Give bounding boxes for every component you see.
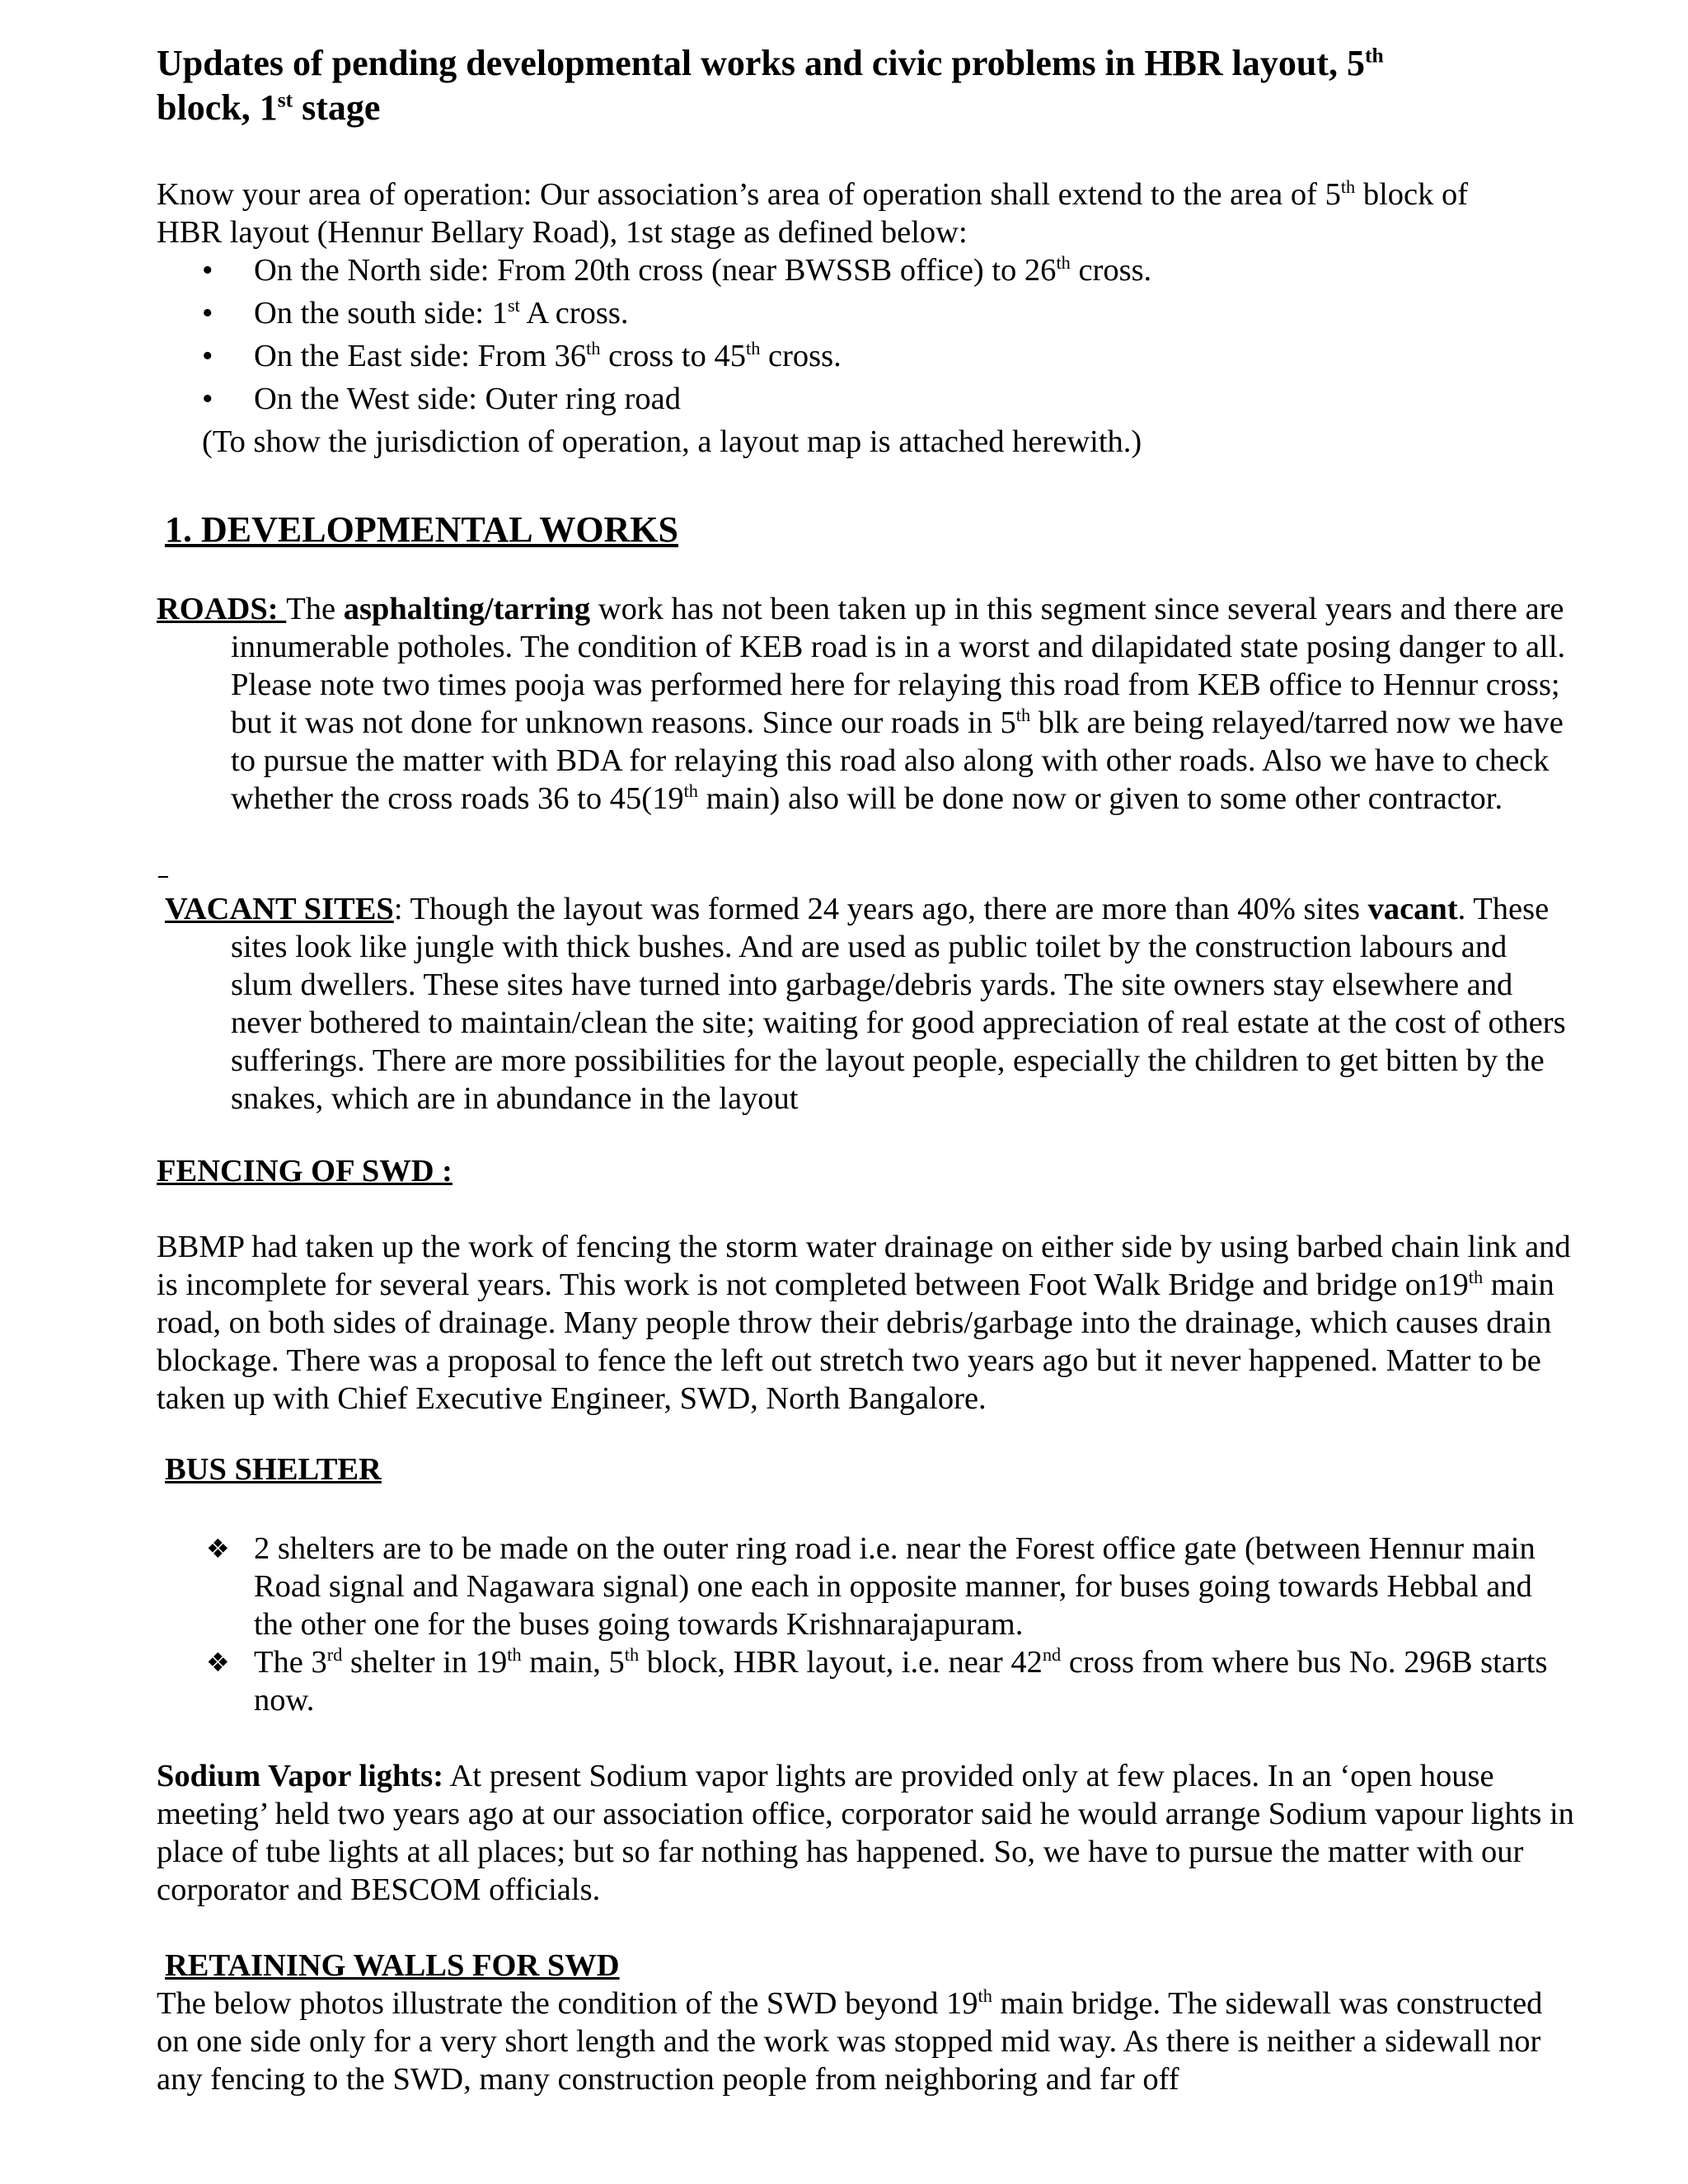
vacant-sites-label: VACANT SITES [165, 892, 394, 926]
intro-section [157, 176, 1574, 461]
list-item-east: • On the East side: From 36th cross to 45th cross. [202, 338, 842, 373]
list-item-shelter-2: ❖ The 3rd shelter in 19th main, 5th block, HBR layout, i.e. near 42nd cross from where bus No. 296B starts now. [206, 1644, 1548, 1718]
sodium-lights-label: Sodium Vapor lights: [157, 1759, 444, 1793]
document-title: Updates of pending developmental works and civic problems in HBR layout, 5th block, 1st stage [157, 43, 1384, 128]
roads-label: ROADS: [157, 592, 287, 626]
roads-paragraph: ROADS: The asphalting/tarring work has not been taken up in this segment since several years and there are innumerable potholes. The condition of KEB road is in a worst and dilapidated state posing danger to all. Please note two times pooja was performed here for relaying this road from KEB office to Hennur cross; but it was not done for unknown reasons. Since our roads in 5th blk are being relayed/tarred now we have to pursue the matter with BDA for relaying this road also along with other roads. Also we have to check whether the cross roads 36 to 45(19th main) also will be done now or given to some other contractor. [157, 592, 1566, 816]
fencing-paragraph: BBMP had taken up the work of fencing the storm water drainage on either side by using barbed chain link and is incomplete for several years. This work is not completed between Foot Walk Bridge and bridge on19th main road, on both sides of drainage. Many people throw their debris/garbage into the drainage, which causes drain blockage. There was a proposal to fence the left out stretch two years ago but it never happened. Matter to be taken up with Chief Executive Engineer, SWD, North Bangalore. [157, 1230, 1571, 1416]
boundary-list [157, 251, 1574, 423]
retaining-walls-heading: RETAINING WALLS FOR SWD [165, 1948, 620, 1983]
jurisdiction-note: (To show the jurisdiction of operation, a layout map is attached herewith.) [202, 424, 1142, 459]
intro-paragraph: Know your area of operation: Our association’s area of operation shall extend to the area of 5th block of HBR layout (Hennur Bellary Road), 1st stage as defined below: [157, 176, 1469, 250]
list-item-west: • On the West side: Outer ring road [202, 382, 681, 416]
list-item-north: • On the North side: From 20th cross (near BWSSB office) to 26th cross. [202, 252, 1152, 288]
retaining-walls-paragraph: The below photos illustrate the condition of the SWD beyond 19th main bridge. The sidewall was constructed on one side only for a very short length and the work was stopped mid way. As there is neither a sidewall nor any fencing to the SWD, many construction people from neighboring and far off [157, 1985, 1543, 2097]
stray-mark [158, 876, 168, 878]
bus-shelter-list [157, 1530, 1574, 1719]
vacant-sites-paragraph: VACANT SITES: Though the layout was formed 24 years ago, there are more than 40% sites vacant. These sites look like jungle with thick bushes. And are used as public toilet by the construction labours and slum dwellers. These sites have turned into garbage/debris yards. The site owners stay elsewhere and never bothered to maintain/clean the site; waiting for good appreciation of real estate at the cost of others sufferings. There are more possibilities for the layout people, especially the children to get bitten by the snakes, which are in abundance in the layout [165, 892, 1566, 1116]
list-item-south: • On the south side: 1st A cross. [202, 295, 629, 330]
fencing-heading: FENCING OF SWD : [157, 1154, 452, 1188]
section-heading-developmental-works: 1. DEVELOPMENTAL WORKS [165, 509, 679, 550]
bus-shelter-heading: BUS SHELTER [165, 1452, 382, 1487]
list-item-shelter-1: ❖ 2 shelters are to be made on the outer ring road i.e. near the Forest office gate (between Hennur main Road signal and Nagawara signal) one each in opposite manner, for buses going towards Hebbal and the other one for the buses going towards Krishnarajapuram. [206, 1531, 1536, 1642]
sodium-lights-paragraph: Sodium Vapor lights: At present Sodium vapor lights are provided only at few places. In an ‘open house meeting’ held two years ago at our association office, corporator said he would arrange Sodium vapour lights in place of tube lights at all places; but so far nothing has happened. So, we have to pursue the matter with our corporator and BESCOM officials. [157, 1759, 1574, 1907]
